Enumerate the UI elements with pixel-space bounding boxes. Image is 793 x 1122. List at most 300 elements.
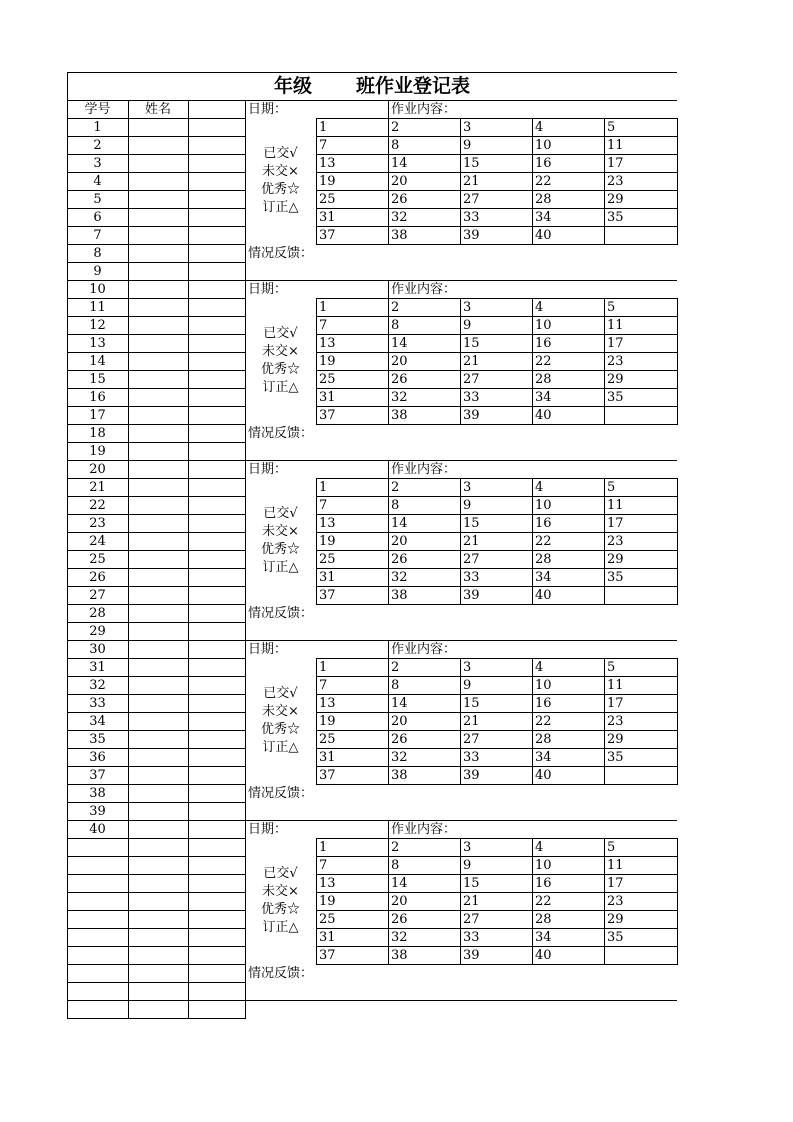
grid-col-line-3 bbox=[532, 838, 533, 965]
homework-number-cell: 23 bbox=[607, 534, 624, 549]
grid-col-line-4 bbox=[604, 118, 605, 245]
date-row-divider bbox=[388, 100, 389, 118]
homework-number-cell: 4 bbox=[535, 300, 544, 315]
student-number: 32 bbox=[89, 677, 106, 693]
student-number: 4 bbox=[93, 173, 102, 189]
student-number: 16 bbox=[89, 389, 106, 405]
homework-number-cell: 13 bbox=[319, 516, 336, 531]
legend-item: 优秀☆ bbox=[260, 902, 300, 917]
legend-item: 未交× bbox=[262, 164, 299, 179]
homework-number-cell: 38 bbox=[391, 228, 408, 243]
grid-col-line-5 bbox=[677, 658, 678, 785]
student-number: 10 bbox=[89, 281, 106, 297]
student-number: 36 bbox=[89, 749, 106, 765]
header-student-no: 学号 bbox=[84, 101, 111, 117]
frame-bottom bbox=[67, 1018, 245, 1019]
homework-number-cell: 13 bbox=[319, 336, 336, 351]
status-legend bbox=[245, 298, 316, 424]
homework-number-cell: 32 bbox=[391, 930, 408, 945]
homework-number-cell: 22 bbox=[535, 174, 552, 189]
status-legend bbox=[245, 118, 316, 244]
block-content-label: 作业内容： bbox=[391, 642, 457, 657]
block-date-label: 日期： bbox=[248, 282, 288, 297]
homework-number-cell: 20 bbox=[391, 894, 408, 909]
homework-number-cell: 15 bbox=[463, 516, 480, 531]
legend-item: 已交√ bbox=[263, 866, 298, 881]
homework-number-cell: 37 bbox=[319, 588, 336, 603]
homework-number-cell: 7 bbox=[319, 138, 328, 153]
homework-number-cell: 2 bbox=[391, 300, 400, 315]
homework-number-cell: 1 bbox=[319, 120, 328, 135]
homework-number-cell: 23 bbox=[607, 174, 624, 189]
block-feedback-label: 情况反馈： bbox=[248, 606, 314, 621]
homework-number-cell: 10 bbox=[535, 678, 552, 693]
grid-col-line-1 bbox=[388, 478, 389, 605]
homework-number-cell: 27 bbox=[463, 552, 480, 567]
homework-number-cell: 25 bbox=[319, 912, 336, 927]
homework-number-cell: 28 bbox=[535, 192, 552, 207]
homework-number-cell: 37 bbox=[319, 948, 336, 963]
homework-number-cell: 39 bbox=[463, 408, 480, 423]
homework-number-cell: 22 bbox=[535, 714, 552, 729]
homework-number-cell: 29 bbox=[607, 912, 624, 927]
homework-number-cell: 40 bbox=[535, 768, 552, 783]
homework-number-cell: 31 bbox=[319, 390, 336, 405]
homework-number-cell: 1 bbox=[319, 840, 328, 855]
homework-number-cell: 7 bbox=[319, 858, 328, 873]
homework-number-cell: 4 bbox=[535, 480, 544, 495]
homework-number-cell: 25 bbox=[319, 552, 336, 567]
grid-col-line-4 bbox=[604, 298, 605, 425]
homework-number-cell: 19 bbox=[319, 534, 336, 549]
homework-number-cell: 31 bbox=[319, 930, 336, 945]
homework-number-cell: 23 bbox=[607, 354, 624, 369]
legend-item: 优秀☆ bbox=[260, 722, 300, 737]
homework-number-cell: 40 bbox=[535, 948, 552, 963]
legend-item: 未交× bbox=[262, 344, 299, 359]
homework-number-cell: 3 bbox=[463, 480, 472, 495]
homework-number-cell: 10 bbox=[535, 138, 552, 153]
student-number: 19 bbox=[89, 443, 106, 459]
homework-number-cell: 38 bbox=[391, 588, 408, 603]
header-name: 姓名 bbox=[144, 101, 171, 117]
homework-number-cell: 9 bbox=[463, 318, 472, 333]
homework-number-cell: 26 bbox=[391, 372, 408, 387]
homework-number-cell: 20 bbox=[391, 174, 408, 189]
homework-number-cell: 13 bbox=[319, 696, 336, 711]
legend-item: 订正△ bbox=[262, 920, 299, 935]
homework-number-cell: 35 bbox=[607, 750, 624, 765]
sheet-title bbox=[67, 72, 677, 100]
homework-number-cell: 35 bbox=[607, 930, 624, 945]
homework-number-cell: 34 bbox=[535, 750, 552, 765]
homework-number-cell: 19 bbox=[319, 354, 336, 369]
grid-col-line-5 bbox=[677, 478, 678, 605]
student-number: 34 bbox=[89, 713, 106, 729]
homework-number-cell: 17 bbox=[607, 696, 624, 711]
homework-number-cell: 14 bbox=[391, 876, 408, 891]
student-number: 7 bbox=[93, 227, 102, 243]
student-number: 1 bbox=[93, 119, 102, 135]
homework-number-cell: 38 bbox=[391, 948, 408, 963]
homework-number-cell: 4 bbox=[535, 120, 544, 135]
homework-number-cell: 15 bbox=[463, 696, 480, 711]
homework-number-cell: 20 bbox=[391, 714, 408, 729]
homework-number-cell: 28 bbox=[535, 912, 552, 927]
homework-number-cell: 11 bbox=[607, 858, 624, 873]
grid-col-line-0 bbox=[316, 118, 317, 245]
homework-number-cell: 34 bbox=[535, 210, 552, 225]
grid-col-line-3 bbox=[532, 478, 533, 605]
legend-item: 已交√ bbox=[263, 686, 298, 701]
status-legend bbox=[245, 658, 316, 784]
roster-row-line bbox=[67, 856, 245, 857]
homework-number-cell: 10 bbox=[535, 858, 552, 873]
legend-item: 优秀☆ bbox=[260, 542, 300, 557]
legend-item: 已交√ bbox=[263, 506, 298, 521]
block-content-label: 作业内容： bbox=[391, 102, 457, 117]
homework-number-cell: 14 bbox=[391, 156, 408, 171]
homework-number-cell: 19 bbox=[319, 174, 336, 189]
homework-number-cell: 19 bbox=[319, 714, 336, 729]
homework-number-cell: 33 bbox=[463, 570, 480, 585]
homework-number-cell: 11 bbox=[607, 678, 624, 693]
homework-number-cell: 40 bbox=[535, 228, 552, 243]
homework-number-cell: 3 bbox=[463, 660, 472, 675]
student-number: 12 bbox=[89, 317, 106, 333]
student-number: 37 bbox=[89, 767, 106, 783]
homework-number-cell: 35 bbox=[607, 570, 624, 585]
homework-number-cell: 34 bbox=[535, 930, 552, 945]
homework-number-cell: 29 bbox=[607, 372, 624, 387]
homework-number-cell: 25 bbox=[319, 372, 336, 387]
homework-number-cell: 3 bbox=[463, 840, 472, 855]
homework-number-cell: 1 bbox=[319, 480, 328, 495]
homework-number-cell: 32 bbox=[391, 750, 408, 765]
feedback-bottom-line bbox=[245, 1000, 677, 1001]
student-number: 3 bbox=[93, 155, 102, 171]
homework-number-cell: 26 bbox=[391, 552, 408, 567]
student-number: 18 bbox=[89, 425, 106, 441]
legend-item: 未交× bbox=[262, 524, 299, 539]
student-number: 31 bbox=[89, 659, 106, 675]
roster-row-line bbox=[67, 964, 245, 965]
homework-number-cell: 28 bbox=[535, 372, 552, 387]
homework-number-cell: 23 bbox=[607, 714, 624, 729]
roster-row-line bbox=[67, 982, 245, 983]
grid-col-line-4 bbox=[604, 478, 605, 605]
homework-number-cell: 5 bbox=[607, 480, 616, 495]
homework-number-cell: 26 bbox=[391, 192, 408, 207]
student-number: 9 bbox=[93, 263, 102, 279]
title-class: 班作业登记表 bbox=[356, 74, 471, 97]
roster-row-line bbox=[67, 1000, 245, 1001]
homework-number-cell: 20 bbox=[391, 534, 408, 549]
homework-number-cell: 9 bbox=[463, 498, 472, 513]
homework-number-cell bbox=[604, 226, 677, 244]
homework-number-cell: 21 bbox=[463, 714, 480, 729]
status-legend bbox=[245, 838, 316, 964]
homework-number-cell: 39 bbox=[463, 228, 480, 243]
homework-number-cell: 35 bbox=[607, 210, 624, 225]
homework-number-cell: 22 bbox=[535, 354, 552, 369]
grid-col-line-0 bbox=[316, 658, 317, 785]
student-number: 28 bbox=[89, 605, 106, 621]
homework-number-cell: 29 bbox=[607, 192, 624, 207]
block-feedback-label: 情况反馈： bbox=[248, 786, 314, 801]
homework-number-cell: 21 bbox=[463, 894, 480, 909]
homework-number-cell: 33 bbox=[463, 750, 480, 765]
student-number: 38 bbox=[89, 785, 106, 801]
homework-number-cell: 25 bbox=[319, 192, 336, 207]
student-number: 23 bbox=[89, 515, 106, 531]
homework-number-cell: 34 bbox=[535, 390, 552, 405]
homework-number-cell: 29 bbox=[607, 552, 624, 567]
grid-col-line-1 bbox=[388, 298, 389, 425]
roster-row-line bbox=[67, 946, 245, 947]
homework-number-cell: 17 bbox=[607, 516, 624, 531]
homework-number-cell bbox=[604, 586, 677, 604]
status-legend bbox=[245, 478, 316, 604]
grid-col-line-5 bbox=[677, 838, 678, 965]
homework-number-cell: 14 bbox=[391, 696, 408, 711]
homework-number-cell: 40 bbox=[535, 408, 552, 423]
homework-number-cell: 13 bbox=[319, 156, 336, 171]
homework-number-cell: 27 bbox=[463, 732, 480, 747]
block-feedback-label: 情况反馈： bbox=[248, 426, 314, 441]
student-number: 2 bbox=[93, 137, 102, 153]
homework-number-cell: 8 bbox=[391, 138, 400, 153]
student-number: 24 bbox=[89, 533, 106, 549]
legend-item: 优秀☆ bbox=[260, 362, 300, 377]
grid-col-line-4 bbox=[604, 658, 605, 785]
student-number: 29 bbox=[89, 623, 106, 639]
homework-number-cell: 28 bbox=[535, 552, 552, 567]
homework-number-cell: 4 bbox=[535, 840, 544, 855]
roster-row-line bbox=[67, 892, 245, 893]
homework-number-cell: 33 bbox=[463, 390, 480, 405]
homework-number-cell: 35 bbox=[607, 390, 624, 405]
roster-row-line bbox=[67, 910, 245, 911]
homework-number-cell: 17 bbox=[607, 876, 624, 891]
homework-number-cell: 1 bbox=[319, 300, 328, 315]
legend-item: 已交√ bbox=[263, 146, 298, 161]
homework-number-cell: 21 bbox=[463, 174, 480, 189]
legend-item: 订正△ bbox=[262, 200, 299, 215]
homework-number-cell: 13 bbox=[319, 876, 336, 891]
block-date-label: 日期： bbox=[248, 102, 288, 117]
homework-number-cell: 39 bbox=[463, 768, 480, 783]
homework-number-cell: 33 bbox=[463, 930, 480, 945]
homework-number-cell: 33 bbox=[463, 210, 480, 225]
homework-number-cell: 2 bbox=[391, 660, 400, 675]
block-feedback-label: 情况反馈： bbox=[248, 246, 314, 261]
homework-number-cell: 29 bbox=[607, 732, 624, 747]
homework-number-cell: 7 bbox=[319, 318, 328, 333]
homework-number-cell: 37 bbox=[319, 228, 336, 243]
block-content-label: 作业内容： bbox=[391, 282, 457, 297]
homework-number-cell: 1 bbox=[319, 660, 328, 675]
student-number: 25 bbox=[89, 551, 106, 567]
roster-col-line-2 bbox=[188, 100, 189, 1019]
legend-item: 优秀☆ bbox=[260, 182, 300, 197]
homework-number-cell: 16 bbox=[535, 156, 552, 171]
homework-number-cell: 11 bbox=[607, 498, 624, 513]
student-number: 35 bbox=[89, 731, 106, 747]
legend-item: 未交× bbox=[262, 704, 299, 719]
homework-number-cell: 38 bbox=[391, 408, 408, 423]
homework-number-cell: 8 bbox=[391, 858, 400, 873]
homework-number-cell bbox=[604, 766, 677, 784]
homework-number-cell: 19 bbox=[319, 894, 336, 909]
homework-number-cell: 10 bbox=[535, 318, 552, 333]
block-feedback-label: 情况反馈： bbox=[248, 966, 314, 981]
student-number: 33 bbox=[89, 695, 106, 711]
grid-col-line-2 bbox=[460, 478, 461, 605]
student-number: 20 bbox=[89, 461, 106, 477]
homework-number-cell: 22 bbox=[535, 534, 552, 549]
grid-col-line-4 bbox=[604, 838, 605, 965]
homework-number-cell: 2 bbox=[391, 840, 400, 855]
homework-number-cell: 25 bbox=[319, 732, 336, 747]
grid-col-line-2 bbox=[460, 298, 461, 425]
date-row-divider bbox=[388, 640, 389, 658]
homework-number-cell: 7 bbox=[319, 498, 328, 513]
homework-number-cell: 16 bbox=[535, 696, 552, 711]
grid-col-line-1 bbox=[388, 658, 389, 785]
homework-number-cell: 31 bbox=[319, 750, 336, 765]
homework-number-cell: 5 bbox=[607, 660, 616, 675]
homework-number-cell: 26 bbox=[391, 732, 408, 747]
student-number: 14 bbox=[89, 353, 106, 369]
homework-number-cell: 4 bbox=[535, 660, 544, 675]
homework-number-cell: 27 bbox=[463, 372, 480, 387]
legend-item: 订正△ bbox=[262, 380, 299, 395]
homework-number-cell: 39 bbox=[463, 948, 480, 963]
homework-number-cell: 32 bbox=[391, 390, 408, 405]
homework-number-cell: 26 bbox=[391, 912, 408, 927]
homework-number-cell: 17 bbox=[607, 336, 624, 351]
grid-col-line-2 bbox=[460, 838, 461, 965]
student-number: 11 bbox=[89, 299, 106, 315]
homework-number-cell: 38 bbox=[391, 768, 408, 783]
homework-number-cell: 5 bbox=[607, 300, 616, 315]
roster-row-line bbox=[67, 838, 245, 839]
homework-number-cell: 8 bbox=[391, 498, 400, 513]
student-number: 6 bbox=[93, 209, 102, 225]
homework-number-cell: 31 bbox=[319, 210, 336, 225]
grid-col-line-3 bbox=[532, 658, 533, 785]
homework-number-cell: 37 bbox=[319, 408, 336, 423]
legend-item: 订正△ bbox=[262, 740, 299, 755]
student-number: 26 bbox=[89, 569, 106, 585]
homework-number-cell: 32 bbox=[391, 210, 408, 225]
grid-col-line-5 bbox=[677, 298, 678, 425]
date-row-divider bbox=[388, 820, 389, 838]
homework-number-cell: 15 bbox=[463, 156, 480, 171]
student-number: 30 bbox=[89, 641, 106, 657]
homework-number-cell: 17 bbox=[607, 156, 624, 171]
homework-number-cell: 16 bbox=[535, 516, 552, 531]
date-row-divider bbox=[388, 460, 389, 478]
student-number: 27 bbox=[89, 587, 106, 603]
homework-number-cell: 15 bbox=[463, 336, 480, 351]
legend-item: 订正△ bbox=[262, 560, 299, 575]
student-number: 39 bbox=[89, 803, 106, 819]
homework-number-cell: 39 bbox=[463, 588, 480, 603]
homework-number-cell: 8 bbox=[391, 678, 400, 693]
student-number: 21 bbox=[89, 479, 106, 495]
grid-col-line-2 bbox=[460, 658, 461, 785]
grid-col-line-0 bbox=[316, 478, 317, 605]
homework-number-cell: 10 bbox=[535, 498, 552, 513]
legend-item: 未交× bbox=[262, 884, 299, 899]
homework-number-cell: 32 bbox=[391, 570, 408, 585]
student-number: 15 bbox=[89, 371, 106, 387]
student-number: 13 bbox=[89, 335, 106, 351]
block-date-label: 日期： bbox=[248, 462, 288, 477]
grid-col-line-0 bbox=[316, 298, 317, 425]
frame-top bbox=[67, 72, 677, 73]
homework-number-cell: 9 bbox=[463, 858, 472, 873]
block-content-label: 作业内容： bbox=[391, 462, 457, 477]
roster-col-line-1 bbox=[128, 100, 129, 1019]
homework-number-cell: 20 bbox=[391, 354, 408, 369]
homework-number-cell: 21 bbox=[463, 354, 480, 369]
student-number: 40 bbox=[89, 821, 106, 837]
student-number: 5 bbox=[93, 191, 102, 207]
homework-number-cell: 8 bbox=[391, 318, 400, 333]
homework-number-cell: 22 bbox=[535, 894, 552, 909]
student-number: 8 bbox=[93, 245, 102, 261]
homework-number-cell: 28 bbox=[535, 732, 552, 747]
homework-number-cell: 11 bbox=[607, 138, 624, 153]
homework-number-cell: 3 bbox=[463, 120, 472, 135]
homework-number-cell: 23 bbox=[607, 894, 624, 909]
homework-number-cell: 9 bbox=[463, 138, 472, 153]
student-number: 22 bbox=[89, 497, 106, 513]
grid-col-line-2 bbox=[460, 118, 461, 245]
block-date-label: 日期： bbox=[248, 822, 288, 837]
grid-col-line-1 bbox=[388, 118, 389, 245]
legend-item: 已交√ bbox=[263, 326, 298, 341]
homework-number-cell: 37 bbox=[319, 768, 336, 783]
homework-number-cell: 14 bbox=[391, 516, 408, 531]
date-row-divider bbox=[388, 280, 389, 298]
homework-number-cell: 7 bbox=[319, 678, 328, 693]
homework-number-cell bbox=[604, 946, 677, 964]
grid-col-line-0 bbox=[316, 838, 317, 965]
homework-number-cell: 21 bbox=[463, 534, 480, 549]
title-grade: 年级 bbox=[273, 74, 312, 97]
homework-number-cell bbox=[604, 406, 677, 424]
homework-number-cell: 27 bbox=[463, 192, 480, 207]
homework-number-cell: 16 bbox=[535, 336, 552, 351]
homework-number-cell: 27 bbox=[463, 912, 480, 927]
grid-col-line-3 bbox=[532, 298, 533, 425]
homework-number-cell: 34 bbox=[535, 570, 552, 585]
grid-col-line-1 bbox=[388, 838, 389, 965]
homework-number-cell: 5 bbox=[607, 840, 616, 855]
student-number: 17 bbox=[89, 407, 106, 423]
grid-col-line-3 bbox=[532, 118, 533, 245]
roster-row-line bbox=[67, 874, 245, 875]
block-content-label: 作业内容： bbox=[391, 822, 457, 837]
homework-number-cell: 9 bbox=[463, 678, 472, 693]
grid-col-line-5 bbox=[677, 118, 678, 245]
homework-number-cell: 15 bbox=[463, 876, 480, 891]
homework-number-cell: 2 bbox=[391, 480, 400, 495]
